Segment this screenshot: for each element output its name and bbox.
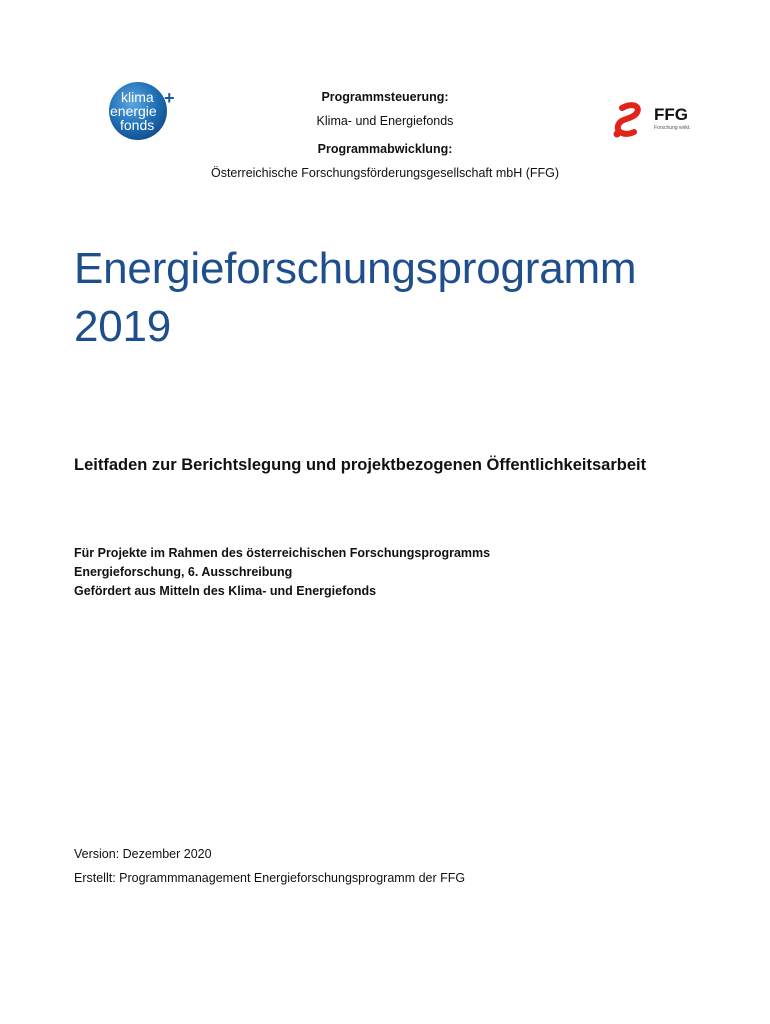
klima-logo-line1: klima xyxy=(121,89,154,105)
document-title xyxy=(74,240,734,356)
document-meta xyxy=(74,842,714,890)
processing-value: Österreichische Forschungsförderungsgesellschaft mbH (FFG) xyxy=(210,166,560,180)
intro-block xyxy=(74,544,714,601)
intro-line3: Gefördert aus Mitteln des Klima- und Energiefonds xyxy=(74,584,377,598)
klima-logo-line2: energie xyxy=(110,103,157,119)
steering-value: Klima- und Energiefonds xyxy=(316,114,454,128)
processing-label: Programmabwicklung: xyxy=(317,142,453,156)
author-text: Erstellt: Programmmanagement Energieforschungsprogramm der FFG xyxy=(74,871,466,885)
ffg-logo-name: FFG xyxy=(654,105,688,124)
klima-logo-line3: fonds xyxy=(120,117,155,133)
steering-label: Programmsteuerung: xyxy=(321,90,449,104)
document-subtitle: Leitfaden zur Berichtslegung und projektbezogenen Öffentlichkeitsarbeit xyxy=(74,456,647,474)
version-text: Version: Dezember 2020 xyxy=(74,847,212,861)
intro-line2: Energieforschung, 6. Ausschreibung xyxy=(74,565,293,579)
document-title-line1: Energieforschungsprogramm xyxy=(74,244,637,293)
ffg-logo-tagline: Forschung wirkt. xyxy=(654,125,691,131)
klima-logo-plus: + xyxy=(164,88,175,108)
intro-line1: Für Projekte im Rahmen des österreichischen Forschungsprogramms xyxy=(74,546,491,560)
document-title-line2: 2019 xyxy=(74,302,172,351)
